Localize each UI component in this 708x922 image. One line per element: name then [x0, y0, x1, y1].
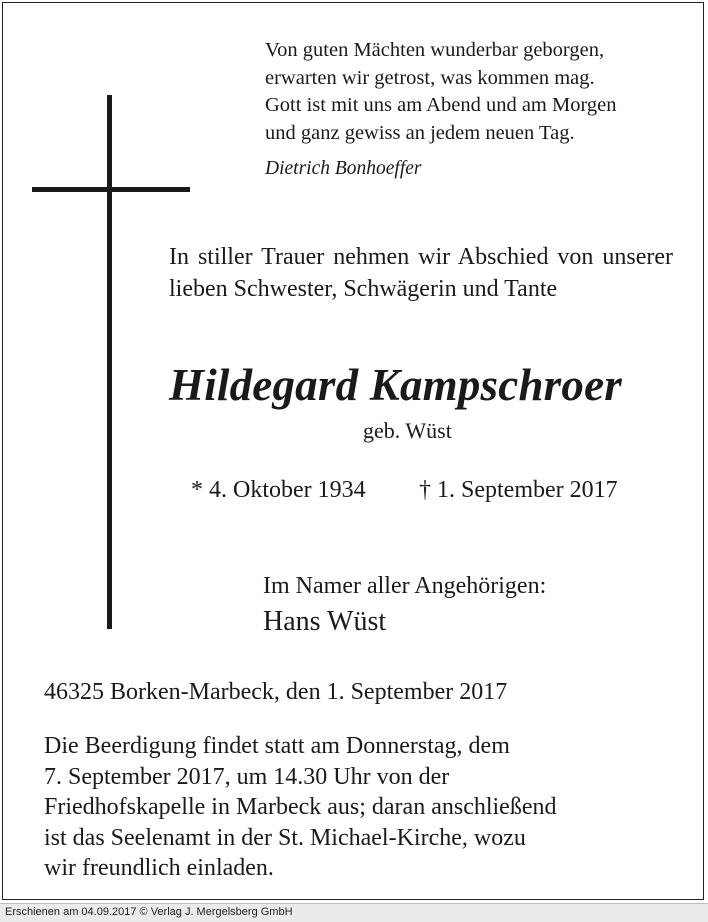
funeral-line: Friedhofskapelle in Marbeck aus; daran anschließend [44, 794, 557, 820]
quote-line: erwarten wir getrost, was kommen mag. [265, 66, 595, 89]
bonhoeffer-quote [265, 37, 695, 147]
mourner-name: Hans Wüst [263, 606, 387, 637]
funeral-info [44, 731, 672, 884]
death-date: † 1. September 2017 [419, 477, 618, 503]
footer-text: Erschienen am 04.09.2017 © Verlag J. Mergelsberg GmbH [5, 906, 293, 918]
quote-line: Gott ist mit uns am Abend und am Morgen [265, 94, 617, 116]
funeral-line: Die Beerdigung findet statt am Donnerstag, dem [44, 733, 510, 759]
birth-date: * 4. Oktober 1934 [191, 477, 366, 503]
cross-vertical-beam [107, 95, 112, 629]
publication-footer [0, 903, 708, 922]
obituary-notice [2, 2, 704, 900]
quote-line: und ganz gewiss an jedem neuen Tag. [265, 121, 575, 144]
quote-author: Dietrich Bonhoeffer [265, 158, 422, 179]
funeral-line: ist das Seelenamt in der St. Michael-Kirche, wozu [44, 824, 526, 851]
mourners-label: Im Namer aller Angehörigen: [263, 573, 547, 599]
deceased-name: Hildegard Kampschroer [169, 360, 622, 410]
quote-line: Von guten Mächten wunderbar geborgen, [265, 39, 605, 61]
funeral-line: 7. September 2017, um 14.30 Uhr von der [44, 763, 450, 790]
place-date: 46325 Borken-Marbeck, den 1. September 2017 [44, 679, 508, 705]
intro-text: In stiller Trauer nehmen wir Abschied von unserer lieben Schwester, Schwägerin und Tante [169, 244, 673, 302]
funeral-line: wir freundlich einladen. [44, 855, 274, 881]
maiden-name: geb. Wüst [363, 418, 452, 443]
cross-horizontal-beam [32, 187, 190, 192]
